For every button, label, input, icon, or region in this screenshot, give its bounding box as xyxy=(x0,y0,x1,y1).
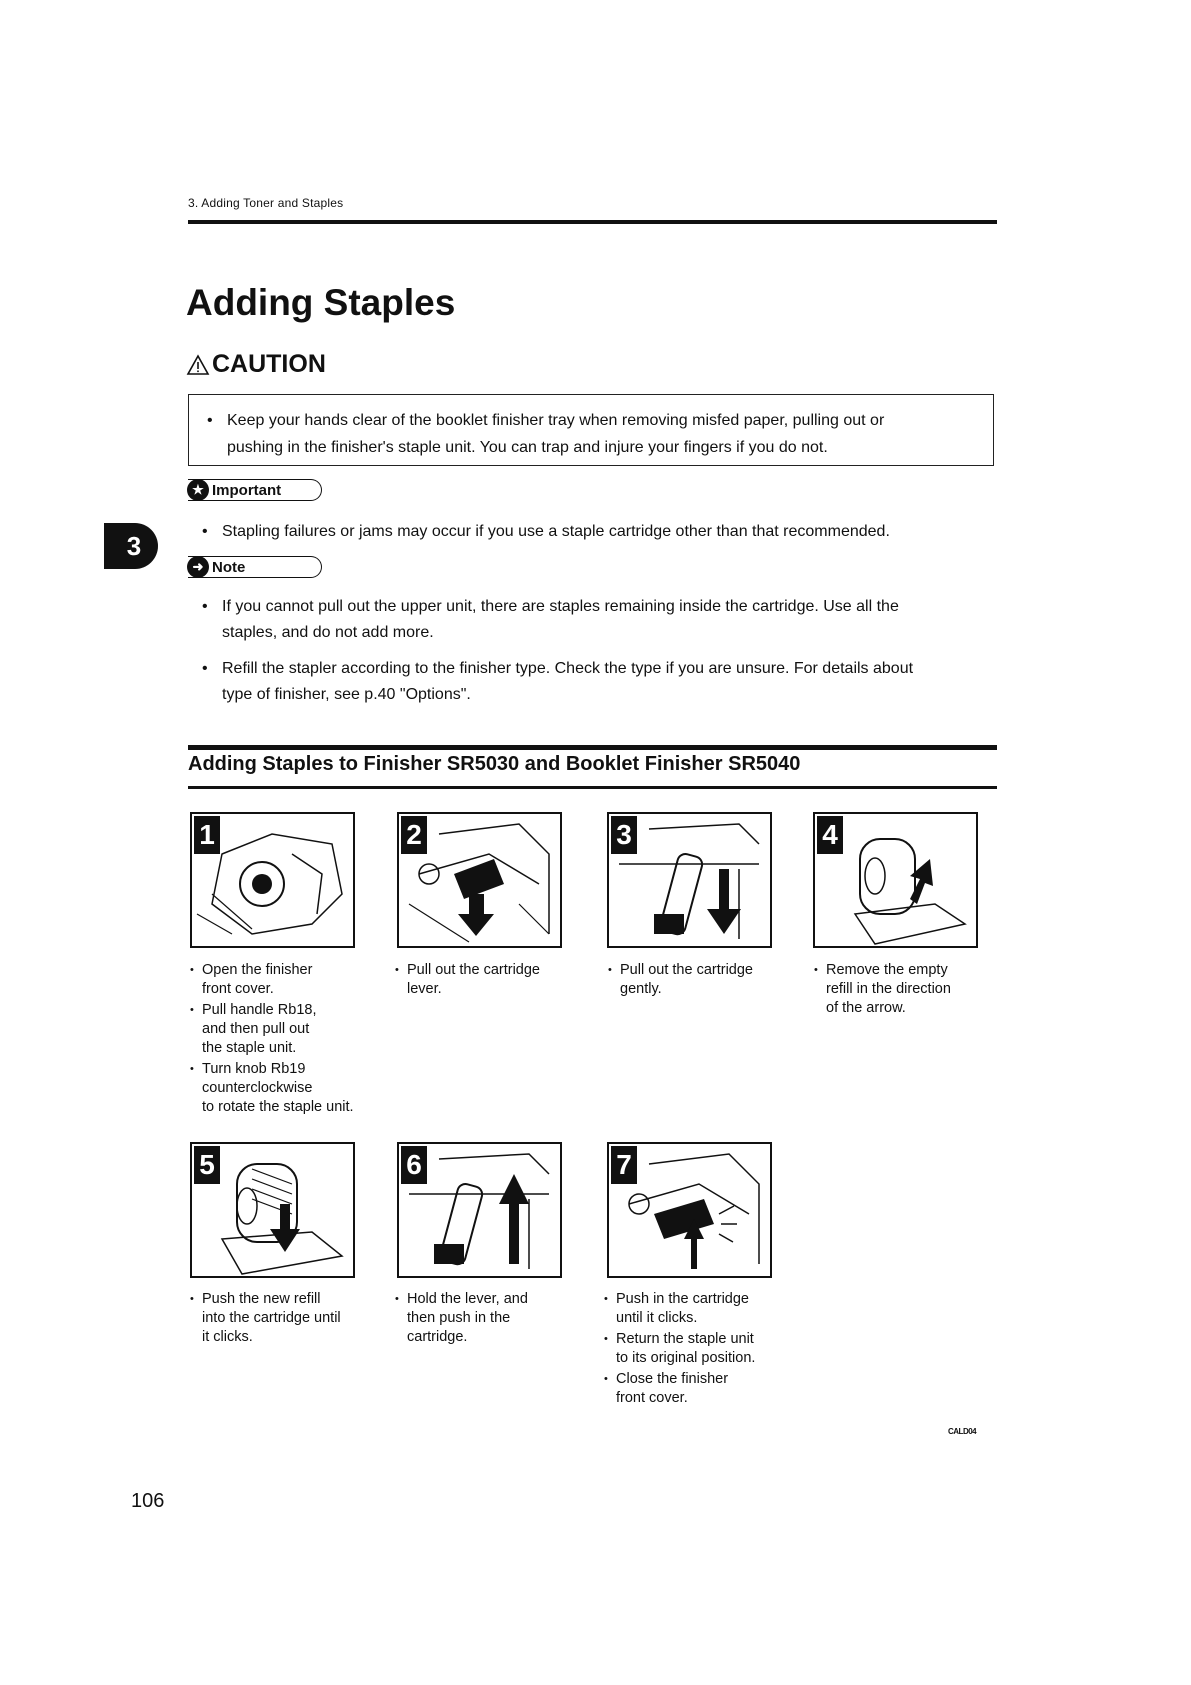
caption-line: to its original position. xyxy=(616,1350,756,1366)
bullet: • xyxy=(202,660,208,677)
caption-line: counterclockwise xyxy=(202,1080,313,1096)
step-number: 6 xyxy=(401,1146,427,1184)
caption-line: front cover. xyxy=(202,981,274,997)
caption-line: of the arrow. xyxy=(826,1000,906,1016)
caption-line: cartridge. xyxy=(407,1329,468,1345)
caption-line: and then pull out xyxy=(202,1021,310,1037)
step-number: 4 xyxy=(817,816,843,854)
caption-line: • Return the staple unit xyxy=(616,1331,754,1347)
caption-item xyxy=(604,1370,804,1408)
caption-item xyxy=(814,961,994,1018)
step-5-illustration xyxy=(190,1142,355,1278)
important-text: Stapling failures or jams may occur if you use a staple cartridge other than that recommended. xyxy=(222,523,890,540)
step-7-illustration xyxy=(607,1142,772,1278)
step-6-captions xyxy=(395,1290,585,1347)
caption-line: • Turn knob Rb19 xyxy=(202,1061,306,1077)
note-arrow-icon: ➜ xyxy=(187,556,209,578)
subsection-rule-bottom xyxy=(188,786,997,789)
caution-line: Keep your hands clear of the booklet finisher tray when removing misfed paper, pulling out or xyxy=(227,412,885,429)
step-2-captions xyxy=(395,961,585,999)
caption-line: refill in the direction xyxy=(826,981,951,997)
step-1-illustration xyxy=(190,812,355,948)
note-line: Refill the stapler according to the finisher type. Check the type if you are unsure. For details about xyxy=(222,660,914,677)
warning-triangle-icon xyxy=(186,354,210,376)
step-2-illustration xyxy=(397,812,562,948)
step-number: 3 xyxy=(611,816,637,854)
note-line: staples, and do not add more. xyxy=(222,624,434,641)
step-6-illustration xyxy=(397,1142,562,1278)
step-4-illustration xyxy=(813,812,978,948)
caution-item xyxy=(207,407,967,461)
note-tag xyxy=(188,556,322,578)
caption-line: until it clicks. xyxy=(616,1310,698,1326)
bullet: • xyxy=(202,523,208,540)
step-number: 5 xyxy=(194,1146,220,1184)
caution-label: CAUTION xyxy=(212,350,326,378)
step-4-captions xyxy=(814,961,994,1018)
chapter-tab: 3 xyxy=(104,523,158,569)
note-line: If you cannot pull out the upper unit, there are staples remaining inside the cartridge. Use all the xyxy=(222,598,899,615)
caption-line: gently. xyxy=(620,981,662,997)
step-1-captions xyxy=(190,961,380,1117)
caption-line: then push in the xyxy=(407,1310,511,1326)
caption-line: • Push in the cartridge xyxy=(616,1291,749,1307)
caption-line: • Open the finisher xyxy=(202,962,313,978)
note-line: type of finisher, see p.40 "Options". xyxy=(222,686,471,703)
caption-line: • Push the new refill xyxy=(202,1291,321,1307)
caption-line: lever. xyxy=(407,981,442,997)
step-number: 7 xyxy=(611,1146,637,1184)
caution-heading xyxy=(186,350,326,379)
caption-line: it clicks. xyxy=(202,1329,253,1345)
bullet: • xyxy=(202,598,208,615)
caption-line: • Pull out the cartridge xyxy=(620,962,753,978)
caption-item xyxy=(608,961,798,999)
caption-item xyxy=(190,1001,380,1058)
page-title: Adding Staples xyxy=(186,282,456,323)
caution-box xyxy=(188,394,994,466)
note-label: Note xyxy=(212,558,246,576)
important-item xyxy=(202,519,982,545)
running-header: 3. Adding Toner and Staples xyxy=(188,196,344,210)
important-label: Important xyxy=(212,481,282,499)
caution-line: pushing in the finisher's staple unit. You can trap and injure your fingers if you do not. xyxy=(227,439,828,456)
page-number: 106 xyxy=(131,1490,165,1512)
important-star-icon: ★ xyxy=(187,479,209,501)
caption-line: • Close the finisher xyxy=(616,1371,729,1387)
subsection-rule-top xyxy=(188,745,997,750)
caption-item xyxy=(395,961,585,999)
caption-line: • Remove the empty xyxy=(826,962,948,978)
step-5-captions xyxy=(190,1290,380,1347)
step-number: 2 xyxy=(401,816,427,854)
important-tag xyxy=(188,479,322,501)
caption-item xyxy=(604,1290,804,1328)
note-item xyxy=(202,594,982,646)
caption-line: • Hold the lever, and xyxy=(407,1291,528,1307)
caption-item xyxy=(190,1290,380,1347)
caption-line: into the cartridge until xyxy=(202,1310,341,1326)
note-item xyxy=(202,656,982,708)
caption-item xyxy=(604,1330,804,1368)
step-3-captions xyxy=(608,961,798,999)
caption-line: front cover. xyxy=(616,1390,688,1406)
caption-line: • Pull out the cartridge xyxy=(407,962,540,978)
caption-item xyxy=(190,1060,380,1117)
figure-code: CALD04 xyxy=(948,1427,977,1436)
bullet: • xyxy=(207,412,213,429)
caption-line: to rotate the staple unit. xyxy=(202,1099,354,1115)
caption-item xyxy=(190,961,380,999)
caption-item xyxy=(395,1290,585,1347)
step-3-illustration xyxy=(607,812,772,948)
step-number: 1 xyxy=(194,816,220,854)
caption-line: the staple unit. xyxy=(202,1040,297,1056)
step-7-captions xyxy=(604,1290,804,1408)
subsection-title: Adding Staples to Finisher SR5030 and Booklet Finisher SR5040 xyxy=(188,753,801,775)
header-rule xyxy=(188,220,997,224)
caption-line: • Pull handle Rb18, xyxy=(202,1002,317,1018)
